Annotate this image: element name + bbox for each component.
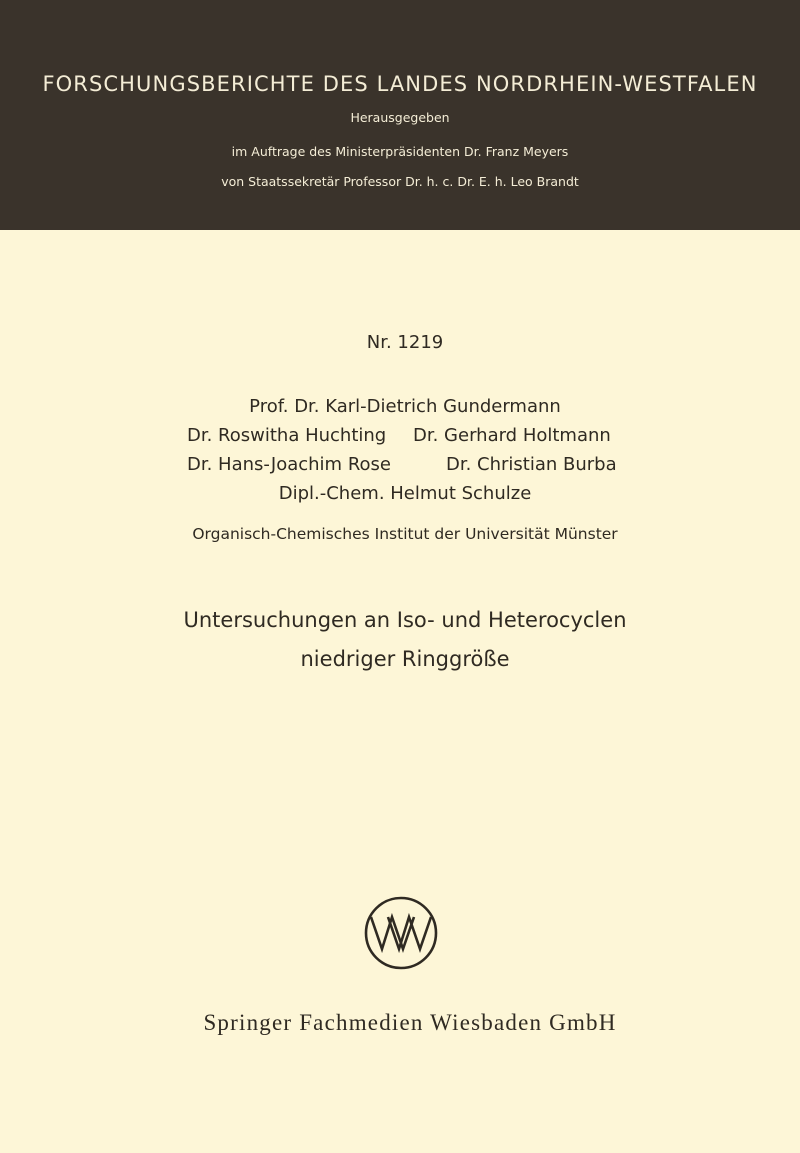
publisher-ww-logo-icon <box>363 895 439 971</box>
book-title-line-2: niedriger Ringgröße <box>300 647 510 671</box>
editor-line-published: Herausgegeben <box>350 110 450 125</box>
book-title-line-1: Untersuchungen an Iso- und Heterocyclen <box>183 608 627 632</box>
series-title: FORSCHUNGSBERICHTE DES LANDES NORDRHEIN-WESTFALEN <box>42 72 758 96</box>
author-rose: Dr. Hans-Joachim Rose <box>187 454 391 475</box>
editor-line-commission: im Auftrage des Ministerpräsidenten Dr. Franz Meyers <box>231 144 569 159</box>
editor-line-secretary: von Staatssekretär Professor Dr. h. c. Dr. E. h. Leo Brandt <box>221 174 579 189</box>
author-schulze: Dipl.-Chem. Helmut Schulze <box>278 483 532 504</box>
report-number: Nr. 1219 <box>366 332 444 353</box>
institute-affiliation: Organisch-Chemisches Institut der Universität Münster <box>192 525 618 543</box>
author-burba: Dr. Christian Burba <box>446 454 617 475</box>
author-gundermann: Prof. Dr. Karl-Dietrich Gundermann <box>249 396 561 417</box>
author-huchting: Dr. Roswitha Huchting <box>187 425 387 446</box>
series-header-band <box>0 0 800 230</box>
publisher-name: Springer Fachmedien Wiesbaden GmbH <box>203 1010 617 1035</box>
author-holtmann: Dr. Gerhard Holtmann <box>413 425 611 446</box>
